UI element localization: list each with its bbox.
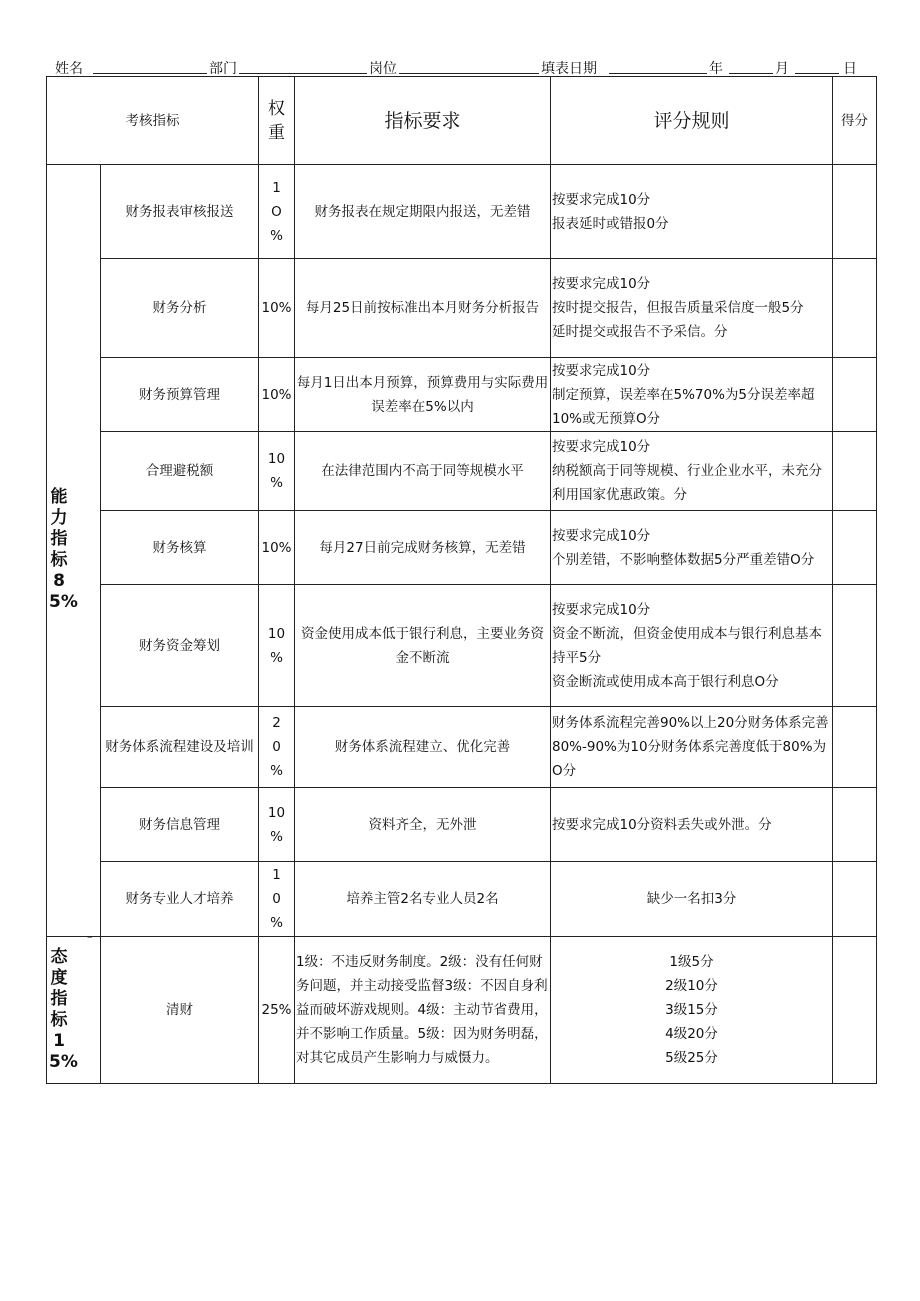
table-row [47,259,877,358]
table-row [47,937,877,1084]
row-weight: 10 % [259,585,295,707]
row-rules: 按要求完成10分 报表延时或错报0分 [551,165,833,259]
month-label: 月 [775,61,789,77]
col-rules: 评分规则 [551,77,833,165]
row-name: 财务信息管理 [101,788,259,862]
row-requirement: 培养主管2名专业人员2名 [295,862,551,937]
row-score-cell[interactable] [833,937,877,1084]
day-blank[interactable] [795,73,839,74]
row-score-cell[interactable] [833,788,877,862]
row-weight: 10 % [259,788,295,862]
form-header [47,56,877,78]
row-rules: 缺少一名扣3分 [551,862,833,937]
row-requirement: 资料齐全，无外泄 [295,788,551,862]
category-ability-label: 能力指标85% [49,487,78,612]
header-row [47,77,877,165]
row-weight: 25% [259,937,295,1084]
col-indicator: 考核指标 [47,77,259,165]
row-rules: 按要求完成10分 制定预算，误差率在5%70%为5分误差率超10%或无预算O分 [551,358,833,432]
row-score-cell[interactable] [833,259,877,358]
row-score-cell[interactable] [833,358,877,432]
category-ability [47,165,101,937]
table-row [47,165,877,259]
post-label: 岗位 [369,61,397,77]
row-weight: 10% [259,259,295,358]
row-weight: 10% [259,511,295,585]
row-weight: 2 0 % [259,707,295,788]
post-blank[interactable] [399,73,539,74]
assessment-table [46,76,877,1084]
dept-label: 部门 [209,61,237,77]
row-weight: 10% [259,358,295,432]
row-requirement: 每月1日出本月预算，预算费用与实际费用误差率在5%以内 [295,358,551,432]
year-blank[interactable] [609,73,707,74]
row-name: 财务体系流程建设及培训 [101,707,259,788]
row-score-cell[interactable] [833,511,877,585]
row-rules: 1级5分 2级10分 3级15分 4级20分 5级25分 [551,937,833,1084]
row-requirement: 财务体系流程建立、优化完善 [295,707,551,788]
row-score-cell[interactable] [833,585,877,707]
row-requirement: 1级：不违反财务制度。2级：没有任何财务问题，并主动接受监督3级：不因自身利益而破坏游戏规则。4级：主动节省费用，并不影响工作质量。5级：因为财务明磊，对其它成员产生影响力与威慑力。 [295,937,551,1084]
row-score-cell[interactable] [833,432,877,511]
col-weight: 权 重 [259,77,295,165]
row-rules: 按要求完成10分 个别差错，不影响整体数据5分严重差错O分 [551,511,833,585]
table-row [47,585,877,707]
category-attitude [47,937,101,1084]
row-name: 财务报表审核报送 [101,165,259,259]
row-requirement: 每月25日前按标准出本月财务分析报告 [295,259,551,358]
row-requirement: 在法律范围内不高于同等规模水平 [295,432,551,511]
table-row [47,788,877,862]
row-rules: 财务体系流程完善90%以上20分财务体系完善80%-90%为10分财务体系完善度低于80%为O分 [551,707,833,788]
row-name: 财务预算管理 [101,358,259,432]
row-name: 合理避税额 [101,432,259,511]
row-score-cell[interactable] [833,165,877,259]
name-label: 姓名 [55,61,83,77]
row-name: 财务分析 [101,259,259,358]
row-requirement: 每月27日前完成财务核算，无差错 [295,511,551,585]
table-row [47,707,877,788]
row-rules: 按要求完成10分 按时提交报告，但报告质量采信度一般5分 延时提交或报告不予采信。分 [551,259,833,358]
col-score: 得分 [833,77,877,165]
row-rules: 按要求完成10分资料丢失或外泄。分 [551,788,833,862]
table-row [47,511,877,585]
date-label: 填表日期 [541,61,597,77]
col-requirement: 指标要求 [295,77,551,165]
row-score-cell[interactable] [833,707,877,788]
row-score-cell[interactable] [833,862,877,937]
table-row [47,862,877,937]
row-requirement: 财务报表在规定期限内报送，无差错 [295,165,551,259]
row-name: 财务资金筹划 [101,585,259,707]
day-label: 日 [843,61,857,77]
row-name: 财务专业人才培养 [101,862,259,937]
row-weight: 1 0 % [259,862,295,937]
name-blank[interactable] [93,73,207,74]
row-requirement: 资金使用成本低于银行利息，主要业务资金不断流 [295,585,551,707]
row-rules: 按要求完成10分 资金不断流，但资金使用成本与银行利息基本持平5分 资金断流或使用成本高于银行利息O分 [551,585,833,707]
month-blank[interactable] [729,73,773,74]
table-row [47,358,877,432]
category-attitude-label: 态度指标15% [49,947,78,1072]
dept-blank[interactable] [239,73,367,74]
divider-mark: – [87,930,93,943]
row-rules: 按要求完成10分 纳税额高于同等规模、行业企业水平，未充分利用国家优惠政策。分 [551,432,833,511]
row-name: 清财 [101,937,259,1084]
row-weight: 1 O % [259,165,295,259]
year-label: 年 [709,61,723,77]
table-row [47,432,877,511]
row-weight: 10 % [259,432,295,511]
row-name: 财务核算 [101,511,259,585]
